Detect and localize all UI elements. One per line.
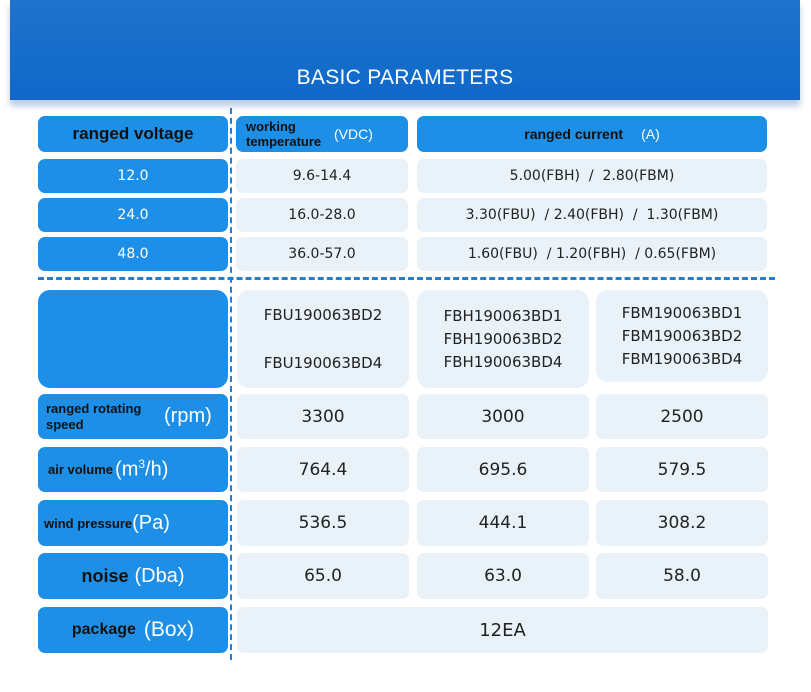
wind-pressure-label: wind pressure: [44, 515, 133, 531]
speed-value-cell: [417, 394, 589, 439]
package-label: package: [71, 621, 136, 638]
voltage-cell: [38, 159, 228, 193]
noise-unit: (Dba): [134, 564, 185, 587]
voltage-cell: [38, 237, 228, 271]
model-group-fbu: [237, 290, 409, 388]
air-volume-value-cell: [596, 447, 768, 492]
voltage-header-label: ranged voltage: [72, 124, 194, 143]
current-cell: [417, 198, 767, 232]
noise-value: 65.0: [304, 566, 342, 586]
air-volume-value: 695.6: [478, 459, 528, 480]
air-volume-label-cell: [38, 447, 228, 492]
speed-value: 3300: [301, 406, 345, 427]
current-cell: [417, 237, 767, 271]
vertical-divider: [230, 108, 232, 660]
current-value: 3.30(FBU) / 2.40(FBH) / 1.30(FBM): [465, 207, 719, 223]
temperature-range-value: 16.0-28.0: [288, 207, 356, 223]
model-name: FBH190063BD2: [443, 329, 563, 348]
wind-pressure-value: 536.5: [298, 513, 348, 533]
current-header-unit: (A): [641, 126, 660, 142]
noise-value-cell: [237, 553, 409, 599]
current-cell: [417, 159, 767, 193]
air-volume-label: air volume: [48, 462, 114, 477]
voltage-value: 24.0: [117, 207, 149, 223]
voltage-value: 12.0: [117, 168, 149, 184]
wind-pressure-value: 444.1: [478, 513, 528, 533]
package-value: 12EA: [479, 619, 526, 641]
temperature-header-cell: [236, 116, 408, 152]
speed-unit: (rpm): [164, 405, 212, 427]
horizontal-divider: [38, 277, 775, 280]
model-name: FBU190063BD2: [263, 306, 383, 324]
current-header-label: ranged current: [524, 126, 624, 142]
wind-pressure-label-cell: [38, 500, 228, 546]
model-name: FBH190063BD1: [443, 306, 563, 325]
temperature-range-value: 36.0-57.0: [288, 246, 356, 262]
page-title: BASIC PARAMETERS: [296, 66, 514, 89]
current-header-cell: [417, 116, 767, 152]
voltage-cell: [38, 198, 228, 232]
speed-label-cell: [38, 394, 228, 439]
model-group-fbm: [596, 290, 768, 382]
header-banner: [10, 0, 800, 100]
model-group-fbh: [417, 290, 589, 388]
air-volume-value: 764.4: [298, 459, 348, 480]
current-value: 1.60(FBU) / 1.20(FBH) / 0.65(FBM): [467, 246, 717, 262]
model-name: FBM190063BD2: [621, 326, 743, 345]
current-value: 5.00(FBH) / 2.80(FBM): [509, 168, 675, 184]
package-value-cell: [237, 607, 768, 653]
temperature-range-value: 9.6-14.4: [292, 168, 352, 184]
wind-pressure-value-cell: [237, 500, 409, 546]
air-volume-value-cell: [237, 447, 409, 492]
noise-value: 58.0: [663, 566, 701, 586]
wind-pressure-unit: (Pa): [132, 511, 170, 534]
temperature-range-cell: [236, 159, 408, 193]
speed-value: 3000: [481, 406, 525, 427]
noise-value-cell: [596, 553, 768, 599]
speed-value-cell: [596, 394, 768, 439]
speed-value: 2500: [660, 406, 704, 427]
noise-value-cell: [417, 553, 589, 599]
air-volume-value-cell: [417, 447, 589, 492]
wind-pressure-value-cell: [596, 500, 768, 546]
package-label-cell: [38, 607, 228, 653]
wind-pressure-value-cell: [417, 500, 589, 546]
model-name: FBM190063BD4: [621, 349, 743, 368]
speed-label: ranged rotating speed: [46, 400, 142, 432]
temperature-header-unit: (VDC): [334, 126, 373, 142]
speed-value-cell: [237, 394, 409, 439]
model-name: FBU190063BD4: [263, 354, 383, 372]
temperature-header-label: working temperature: [246, 119, 322, 149]
package-unit: (Box): [143, 618, 195, 641]
model-name: FBM190063BD1: [621, 303, 743, 322]
noise-label-cell: [38, 553, 228, 599]
wind-pressure-value: 308.2: [657, 513, 707, 533]
temperature-range-cell: [236, 198, 408, 232]
models-label-cell: [38, 290, 228, 388]
air-volume-value: 579.5: [657, 459, 707, 480]
voltage-header-cell: [38, 116, 228, 152]
noise-label: noise: [81, 565, 129, 586]
noise-value: 63.0: [484, 566, 522, 586]
air-volume-unit: $(m^3/h)$: [115, 457, 169, 481]
model-name: FBH190063BD4: [443, 352, 563, 371]
voltage-value: 48.0: [117, 246, 149, 262]
temperature-range-cell: [236, 237, 408, 271]
